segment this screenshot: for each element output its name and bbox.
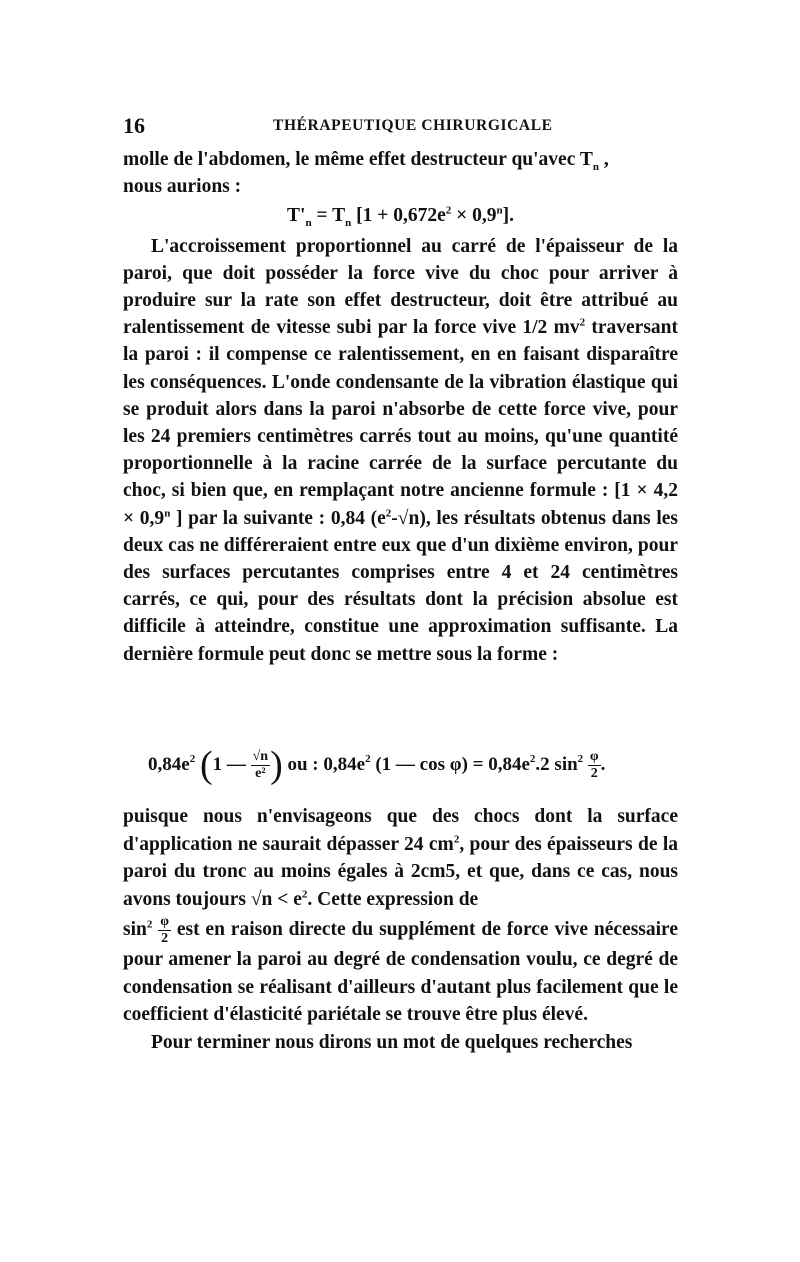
para1-text: molle de l'abdomen, le même effet destructeur qu'avec T <box>123 149 593 170</box>
formula2-one-minus: 1 — <box>212 754 251 775</box>
para2-text-b: traversant la paroi : il compense ce ralentissement, en en faisant disparaître les conséquences. L'onde condensante de la vibration élastique qui se produit alors dans la paroi n'absorbe de cette force vive, pour les 24 premiers centimètres carrés tout au moins, qu'une quantité proportionnelle à la racine carrée de la surface percutante du choc, si bien que, en remplaçant notre ancienne formule : [1 × 4,2 × 0,9 <box>123 317 678 529</box>
para4-sin-sup: 2 <box>146 918 153 931</box>
formula-1 <box>123 202 678 229</box>
formula2-dot: . <box>600 754 606 775</box>
formula2-a: 0,84e <box>148 754 190 775</box>
para2-sup-a: 2 <box>579 316 586 329</box>
formula1-sup2: n <box>496 204 503 217</box>
para4-fraction <box>158 915 171 946</box>
paragraph-1 <box>123 146 678 200</box>
formula-2 <box>148 743 678 799</box>
formula2-a-sup: 2 <box>189 753 196 766</box>
paragraph-2 <box>123 233 678 668</box>
body-text-upper <box>123 146 678 668</box>
para3-text-a: puisque nous n'envisageons que des chocs dont la surface d'application ne saurait dépasser 24 cm <box>123 806 678 855</box>
para4-sin: sin <box>123 918 147 940</box>
page-header <box>123 113 678 137</box>
formula1-eq: = T <box>311 205 346 227</box>
para2-text-a: L'accroissement proportionnel au carré de l'épaisseur de la paroi, que doit posséder la force vive du choc pour arriver à produire sur la rate son effet destructeur, doit être attribué au ralentissement de vitesse subi par la force vive 1/2 mv <box>123 235 678 339</box>
formula2-end: .2 sin <box>535 754 578 775</box>
para4-text: est en raison directe du supplément de force vive nécessaire pour amener la paroi au degré de condensation voulu, ce degré de condensation se réalisant d'ailleurs d'autant plus facilement que le coefficient d'élasticité pariétale se trouve être plus élevé. <box>123 918 678 1025</box>
formula2-mid-sup: 2 <box>365 753 371 766</box>
para3-sup-a: 2 <box>453 833 460 845</box>
formula2-mid2-sup: 2 <box>529 753 536 766</box>
formula1-rest: [1 + 0,672e <box>351 205 446 227</box>
para1-subscript: n <box>592 160 600 173</box>
body-text-lower <box>123 803 678 1056</box>
paragraph-5 <box>123 1029 678 1057</box>
formula2-mid2: (1 — cos φ) = 0,84e <box>370 754 530 775</box>
page-number: 16 <box>123 113 145 138</box>
formula2-end-sup: 2 <box>577 753 584 766</box>
formula1-end: ]. <box>502 205 514 227</box>
para2-sup-b: n <box>164 507 171 520</box>
formula2-frac-den: e² <box>255 765 266 781</box>
running-head: THÉRAPEUTIQUE CHIRURGICALE <box>273 117 553 134</box>
formula2-fraction <box>251 750 270 781</box>
para2-text-d: -√n), les résultats obtenus dans les deux cas ne différeraient entre eux que d'un dixième environ, pour des surfaces percutantes comprises entre 4 et 24 centimètres carrés, ce qui, pour des résultats dont la précision absolue est difficile à atteindre, constitue une approximation suffisante. La dernière formule peut donc se mettre sous la forme : <box>123 507 678 665</box>
formula2-paren-open: ( <box>199 744 213 786</box>
para3-sup-b: 2 <box>301 888 308 900</box>
para2-text-c: ] par la suivante : 0,84 (e <box>170 507 386 529</box>
paragraph-4 <box>123 915 678 1029</box>
para4-frac-num: φ <box>160 914 169 929</box>
formula1-lhs-sub: n <box>305 217 312 230</box>
formula2-frac-num: √n <box>252 748 269 764</box>
formula2-mid: ou : 0,84e <box>287 754 366 775</box>
para3-text-c: . Cette expression de <box>307 888 479 910</box>
formula2-paren-close: ) <box>270 744 283 786</box>
para2-sup-c: 2 <box>385 507 392 520</box>
paragraph-3 <box>123 803 678 913</box>
formula1-lhs: T' <box>287 205 306 227</box>
para1-tail: , <box>599 149 609 170</box>
para4-frac-den: 2 <box>161 931 169 946</box>
formula1-times: × 0,9 <box>451 205 497 227</box>
formula1-rhs-sub: n <box>345 217 352 230</box>
formula2-half-fraction <box>588 750 601 781</box>
formula2-half-den: 2 <box>590 765 598 781</box>
para1-line2: nous aurions : <box>123 176 242 198</box>
formula2-half-num: φ <box>589 748 599 764</box>
para3-text-b: , pour des épaisseurs de la paroi du tronc au moins égales à 2cm5, et que, dans ce cas, nous avons toujours √n < e <box>123 833 679 910</box>
formula1-sup1: 2 <box>445 204 452 217</box>
para5-text: Pour terminer nous dirons un mot de quelques recherches <box>151 1031 633 1053</box>
